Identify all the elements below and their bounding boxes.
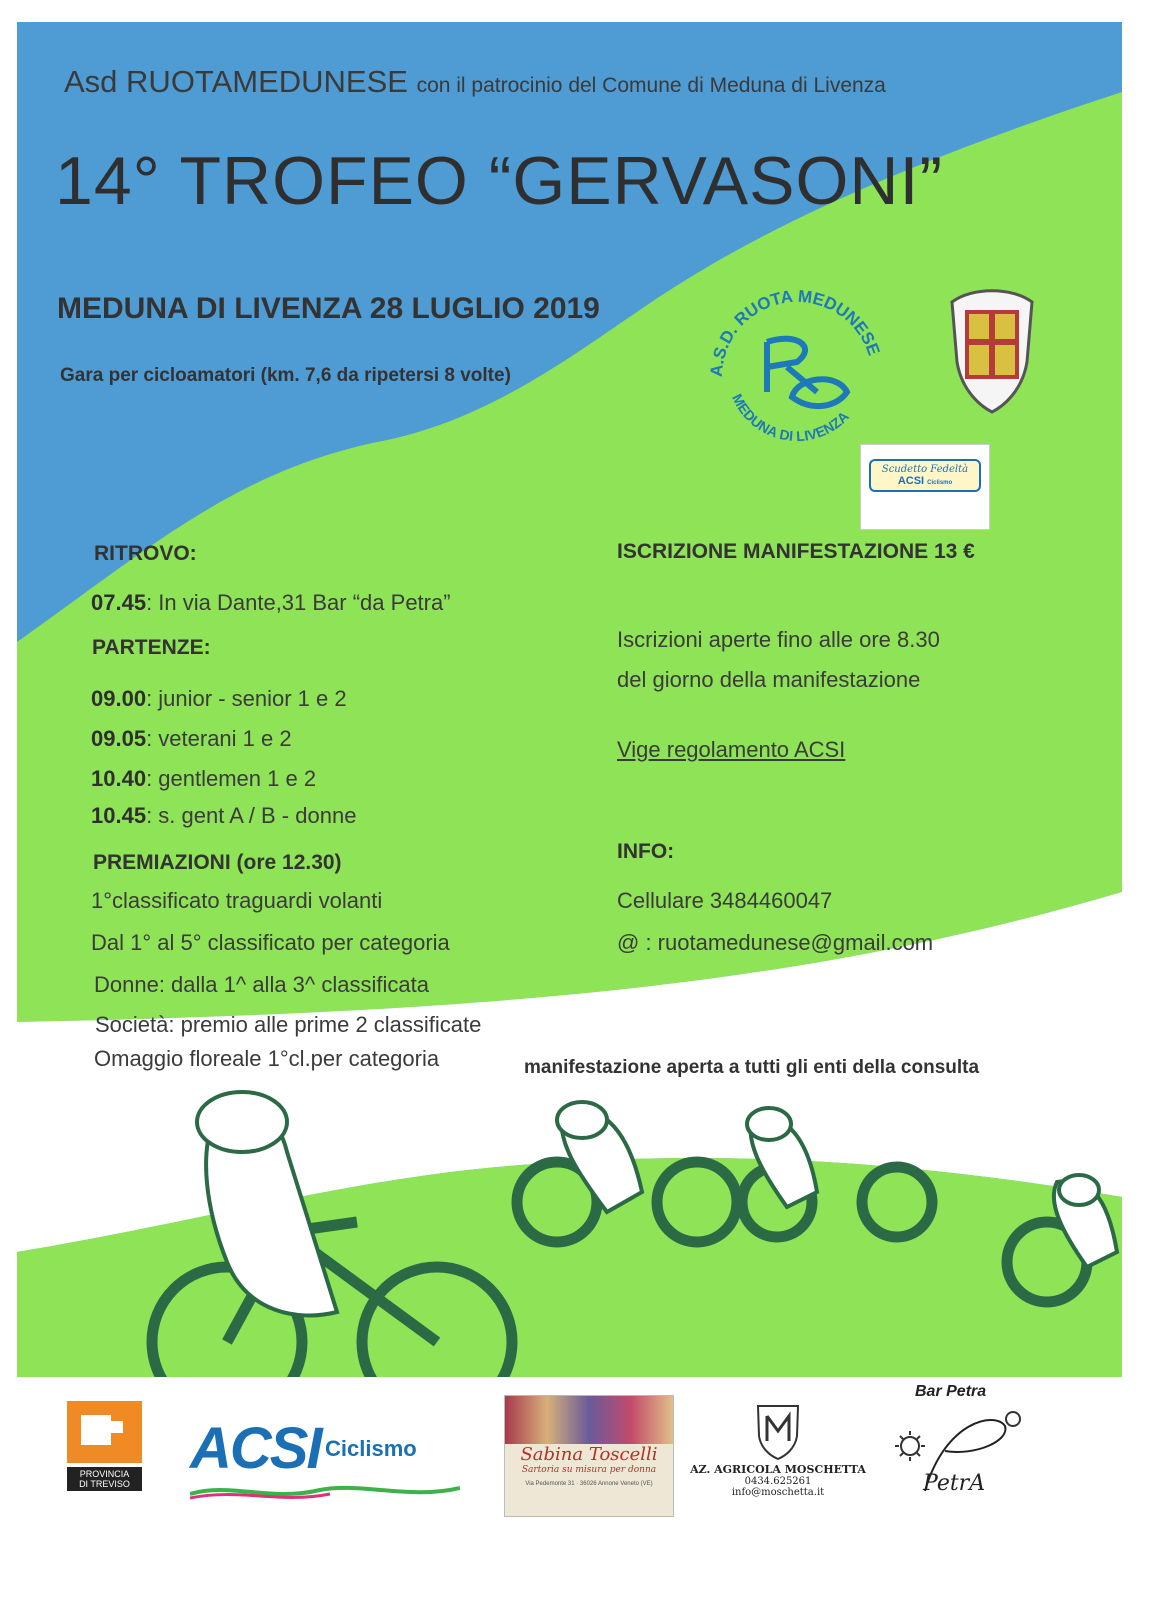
poster-background — [17, 22, 1122, 1377]
provincia-label — [67, 1467, 142, 1491]
provincia-line2: DI TREVISO — [79, 1479, 130, 1489]
bar-petra-title: Bar Petra — [915, 1383, 987, 1400]
club-logo-wheel-icon — [792, 379, 847, 406]
club-logo — [697, 267, 897, 467]
ritrovo-text: : In via Dante,31 Bar “da Petra” — [146, 590, 451, 615]
acsi-wave-icon — [190, 1482, 460, 1502]
partenze-item — [91, 726, 292, 752]
ritrovo-time: 07.45 — [91, 590, 147, 615]
org-prefix: Asd — [64, 64, 118, 99]
iscrizione-line2: del giorno della manifestazione — [617, 667, 921, 692]
partenze-item — [91, 686, 347, 712]
provincia-logo — [67, 1401, 142, 1511]
info-email[interactable]: @ : ruotamedunese@gmail.com — [617, 930, 934, 955]
race-description: Gara per cicloamatori (km. 7,6 da ripetersi 8 volte) — [60, 365, 511, 386]
acsi-name: ACSI — [190, 1416, 321, 1481]
page-title: 14° TROFEO “GERVASONI” — [55, 143, 944, 219]
open-notice: manifestazione aperta a tutti gli enti della consulta — [524, 1057, 980, 1078]
partenze-text: : s. gent A / B - donne — [146, 803, 357, 828]
partenze-time: 10.45 — [91, 803, 147, 828]
sartoria-tagline: Sartoria su misura per donna — [521, 1465, 657, 1475]
moschetta-shield-icon — [753, 1401, 803, 1461]
info-heading: INFO: — [617, 840, 675, 863]
badge-line1: Scudetto Fedeltà — [881, 464, 969, 475]
partenze-text: : junior - senior 1 e 2 — [146, 686, 347, 711]
premiazioni-item: 1°classificato traguardi volanti — [91, 888, 383, 913]
partenze-item — [91, 766, 316, 792]
sartoria-logo — [504, 1395, 674, 1517]
org-name: RUOTAMEDUNESE — [126, 64, 408, 99]
patronage-text: con il patrocinio del Comune di Meduna di Livenza — [416, 74, 886, 97]
moschetta-logo — [688, 1401, 868, 1498]
partenze-text: : veterani 1 e 2 — [146, 726, 292, 751]
premiazioni-item: Società: premio alle prime 2 classificate — [95, 1012, 482, 1037]
acsi-logo — [190, 1415, 460, 1495]
sponsors-footer — [0, 1383, 1163, 1600]
badge-line2: ACSI — [897, 475, 925, 487]
rules-link[interactable]: Vige regolamento ACSI — [617, 737, 846, 762]
partenze-item — [91, 803, 356, 829]
coat-of-arms-icon — [942, 287, 1042, 417]
premiazioni-item: Omaggio floreale 1°cl.per categoria — [94, 1046, 440, 1071]
partenze-time: 09.00 — [91, 686, 147, 711]
bar-petra-logo — [885, 1383, 1035, 1513]
premiazioni-item: Donne: dalla 1^ alla 3^ classificata — [94, 972, 429, 997]
premiazioni-heading: PREMIAZIONI (ore 12.30) — [93, 851, 342, 874]
club-logo-top-text: A.S.D. RUOTA MEDUNESE — [706, 286, 884, 378]
iscrizione-line1: Iscrizioni aperte fino alle ore 8.30 — [617, 627, 940, 652]
ritrovo-heading: RITROVO: — [94, 542, 197, 565]
bar-petra-script: PetrA — [923, 1471, 986, 1496]
moschetta-email: info@moschetta.it — [731, 1487, 825, 1498]
sartoria-name: Sabina Toscelli — [520, 1444, 658, 1465]
club-logo-bottom-text: MEDUNA DI LIVENZA — [729, 391, 852, 445]
badge-line3: Ciclismo — [927, 480, 953, 486]
info-phone: Cellulare 3484460047 — [617, 888, 833, 913]
location-date: MEDUNA DI LIVENZA 28 LUGLIO 2019 — [57, 292, 600, 325]
ritrovo-line — [91, 590, 451, 616]
moschetta-name: AZ. AGRICOLA MOSCHETTA — [690, 1463, 866, 1476]
provincia-icon — [67, 1401, 142, 1463]
moschetta-phone: 0434.625261 — [744, 1476, 812, 1487]
premiazioni-item: Dal 1° al 5° classificato per categoria — [91, 930, 450, 955]
fabric-image — [505, 1396, 673, 1444]
scudetto-badge — [860, 444, 990, 530]
partenze-text: : gentlemen 1 e 2 — [146, 766, 317, 791]
provincia-line1: PROVINCIA — [79, 1469, 130, 1479]
sartoria-address: Via Pedemonte 31 · 36026 Annone Veneto (VE) — [525, 1481, 653, 1487]
partenze-time: 09.05 — [91, 726, 147, 751]
iscrizione-heading: ISCRIZIONE MANIFESTAZIONE 13 € — [617, 540, 975, 563]
partenze-heading: PARTENZE: — [92, 636, 211, 659]
partenze-time: 10.40 — [91, 766, 147, 791]
organizer-line — [64, 64, 886, 100]
acsi-suffix: Ciclismo — [325, 1436, 417, 1461]
